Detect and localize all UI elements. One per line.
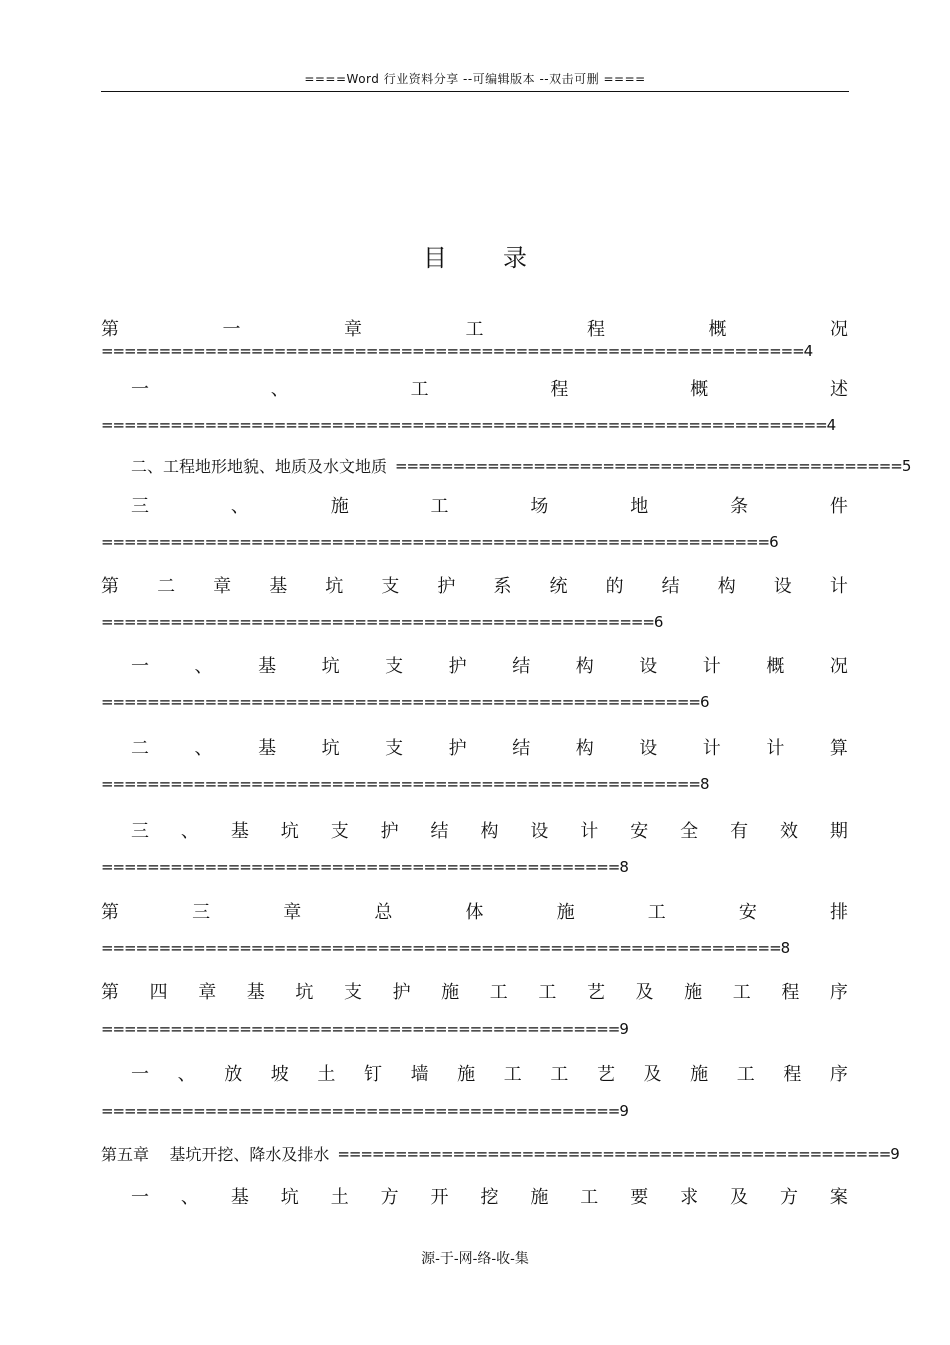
toc-entry-char: 坑 bbox=[321, 656, 340, 677]
toc-entry-char: 施 bbox=[556, 902, 575, 923]
toc-entry-char: 土 bbox=[330, 1187, 349, 1208]
toc-entry-inline bbox=[101, 1142, 899, 1165]
toc-entry-char: 护 bbox=[437, 576, 456, 597]
toc-entry-char: 工 bbox=[410, 379, 429, 400]
toc-entry-char: 挖 bbox=[480, 1187, 499, 1208]
toc-entry-char: 要 bbox=[630, 1187, 649, 1208]
toc-entry-char: 总 bbox=[374, 902, 393, 923]
toc-entry-char: 工 bbox=[503, 1064, 522, 1085]
toc-entry-char: 述 bbox=[829, 379, 848, 400]
toc-entry-char: 统 bbox=[549, 576, 568, 597]
toc-entry-title bbox=[131, 375, 848, 401]
toc-entry-char: 施 bbox=[457, 1064, 476, 1085]
toc-entry-char: 、 bbox=[177, 1064, 196, 1085]
toc-entry-char: 地 bbox=[630, 496, 649, 517]
toc-entry-char: 基 bbox=[230, 1187, 249, 1208]
toc-entry-char: 程 bbox=[783, 1064, 802, 1085]
toc-entry-char: 施 bbox=[330, 496, 349, 517]
toc-entry-char: 计 bbox=[580, 821, 599, 842]
toc-entry-char: 及 bbox=[730, 1187, 749, 1208]
toc-entry-leader: ================================================6 bbox=[101, 613, 663, 631]
toc-entry-title bbox=[101, 978, 848, 1004]
toc-entry-char: 结 bbox=[512, 738, 531, 759]
toc-entry-char: 坑 bbox=[280, 821, 299, 842]
toc-entry-char: 排 bbox=[830, 902, 848, 923]
toc-entry-char: 四 bbox=[149, 982, 168, 1003]
toc-entry-char: 设 bbox=[773, 576, 792, 597]
toc-entry-char: 计 bbox=[702, 656, 721, 677]
toc-entry-char: 护 bbox=[392, 982, 411, 1003]
toc-entry-char: 方 bbox=[779, 1187, 798, 1208]
toc-entry-char: 坑 bbox=[321, 738, 340, 759]
toc-entry-char: 、 bbox=[180, 1187, 199, 1208]
toc-entry-char: 结 bbox=[661, 576, 680, 597]
toc-entry-char: 序 bbox=[829, 1064, 848, 1085]
toc-entry-title bbox=[101, 898, 848, 924]
toc-entry-char: 一 bbox=[131, 656, 149, 677]
toc-entry-char: 护 bbox=[448, 738, 467, 759]
toc-entry-title bbox=[131, 492, 848, 518]
toc-entry-char: 三 bbox=[131, 821, 149, 842]
toc-entry-char: 施 bbox=[690, 1064, 709, 1085]
toc-entry-char: 基 bbox=[230, 821, 249, 842]
toc-entry-leader: =============================================9 bbox=[101, 1020, 628, 1038]
toc-entry-char: 设 bbox=[530, 821, 549, 842]
toc-entry-char: 护 bbox=[448, 656, 467, 677]
toc-entry-char: 、 bbox=[194, 738, 213, 759]
toc-entry-char: 工 bbox=[736, 1064, 755, 1085]
toc-entry-char: 坑 bbox=[295, 982, 314, 1003]
toc-entry-char: 构 bbox=[480, 821, 499, 842]
toc-entry-char: 工 bbox=[732, 982, 751, 1003]
toc-entry-leader: ====================================================6 bbox=[101, 693, 709, 711]
toc-entry-char: 体 bbox=[465, 902, 484, 923]
toc-entry-char: 算 bbox=[829, 738, 848, 759]
toc-entry-char: 计 bbox=[766, 738, 785, 759]
toc-entry-char: 构 bbox=[575, 738, 594, 759]
toc-entry-char: 一 bbox=[131, 1187, 149, 1208]
toc-entry-leader: ============================================5 bbox=[395, 456, 911, 475]
toc-entry-char: 坡 bbox=[270, 1064, 289, 1085]
toc-entry-leader: ================================================9 bbox=[337, 1144, 899, 1163]
toc-entry-char: 基 bbox=[246, 982, 265, 1003]
toc-entry-char: 支 bbox=[385, 738, 404, 759]
toc-entry-leader: ==========================================================6 bbox=[101, 533, 778, 551]
toc-entry-char: 概 bbox=[708, 319, 727, 340]
toc-entry-char: 计 bbox=[829, 576, 848, 597]
toc-entry-char: 支 bbox=[385, 656, 404, 677]
toc-title-char-2: 录 bbox=[503, 244, 527, 272]
toc-entry-leader: ====================================================8 bbox=[101, 775, 709, 793]
toc-entry-char: 艺 bbox=[586, 982, 605, 1003]
toc-title-char-1: 目 bbox=[423, 244, 447, 272]
toc-entry-char: 工 bbox=[647, 902, 666, 923]
toc-entry-char: 效 bbox=[779, 821, 798, 842]
toc-entry-char: 安 bbox=[630, 821, 649, 842]
toc-entry-char: 二 bbox=[157, 576, 176, 597]
toc-entry-char: 章 bbox=[198, 982, 217, 1003]
toc-entry-char: 、 bbox=[270, 379, 289, 400]
toc-entry-char: 方 bbox=[380, 1187, 399, 1208]
toc-entry-char: 章 bbox=[213, 576, 232, 597]
toc-entry-char: 土 bbox=[317, 1064, 336, 1085]
toc-entry-title: 二、工程地形地貌、地质及水文地质 bbox=[131, 457, 388, 476]
toc-entry-title bbox=[131, 817, 848, 843]
toc-entry-char: 一 bbox=[131, 379, 149, 400]
toc-entry-char: 放 bbox=[224, 1064, 243, 1085]
toc-entry-char: 第 bbox=[101, 319, 119, 340]
toc-entry-char: 钉 bbox=[363, 1064, 382, 1085]
toc-entry-char: 工 bbox=[489, 982, 508, 1003]
toc-entry-char: 第 bbox=[101, 982, 119, 1003]
toc-entry-char: 三 bbox=[131, 496, 149, 517]
toc-entry-char: 施 bbox=[441, 982, 460, 1003]
toc-entry-char: 基 bbox=[258, 656, 277, 677]
toc-entry-char: 结 bbox=[512, 656, 531, 677]
toc-entry-char: 程 bbox=[550, 379, 569, 400]
toc-entry-char: 支 bbox=[330, 821, 349, 842]
header-rule bbox=[101, 91, 849, 92]
toc-entry-char: 工 bbox=[430, 496, 449, 517]
toc-entry-leader: =============================================9 bbox=[101, 1102, 628, 1120]
toc-entry-inline bbox=[131, 454, 910, 477]
toc-title bbox=[0, 238, 950, 273]
toc-entry-char: 构 bbox=[717, 576, 736, 597]
toc-entry-char: 坑 bbox=[325, 576, 344, 597]
toc-entry-char: 护 bbox=[380, 821, 399, 842]
toc-entry-char: 系 bbox=[493, 576, 512, 597]
toc-entry-char: 结 bbox=[430, 821, 449, 842]
toc-entry-char: 况 bbox=[830, 319, 848, 340]
toc-entry-char: 安 bbox=[738, 902, 757, 923]
toc-entry-char: 开 bbox=[430, 1187, 449, 1208]
toc-entry-char: 墙 bbox=[410, 1064, 429, 1085]
toc-entry-char: 工 bbox=[580, 1187, 599, 1208]
toc-entry-char: 工 bbox=[465, 319, 484, 340]
toc-entry-char: 工 bbox=[538, 982, 557, 1003]
toc-entry-char: 构 bbox=[575, 656, 594, 677]
toc-entry-char: 件 bbox=[829, 496, 848, 517]
toc-entry-leader: ===========================================================8 bbox=[101, 939, 790, 957]
toc-entry-char: 工 bbox=[550, 1064, 569, 1085]
toc-entry-char: 坑 bbox=[280, 1187, 299, 1208]
toc-entry-title bbox=[131, 734, 848, 760]
toc-entry-char: 施 bbox=[530, 1187, 549, 1208]
toc-entry-char: 概 bbox=[766, 656, 785, 677]
toc-entry-char: 章 bbox=[344, 319, 362, 340]
toc-entry-char: 及 bbox=[635, 982, 654, 1003]
toc-entry-leader: =============================================================4 bbox=[101, 342, 813, 360]
toc-entry-char: 第 bbox=[101, 902, 119, 923]
toc-entry-title bbox=[131, 1060, 848, 1086]
toc-entry-leader: ===============================================================4 bbox=[101, 416, 836, 434]
toc-entry-char: 案 bbox=[829, 1187, 848, 1208]
toc-entry-title bbox=[131, 652, 848, 678]
toc-entry-title bbox=[101, 572, 848, 598]
toc-entry-char: 第 bbox=[101, 576, 119, 597]
toc-entry-char: 支 bbox=[381, 576, 400, 597]
toc-entry-char: 求 bbox=[680, 1187, 699, 1208]
toc-entry-char: 章 bbox=[283, 902, 302, 923]
toc-entry-char: 有 bbox=[730, 821, 749, 842]
toc-entry-char: 及 bbox=[643, 1064, 662, 1085]
toc-entry-char: 的 bbox=[605, 576, 624, 597]
toc-entry-char: 设 bbox=[639, 656, 658, 677]
toc-entry-title bbox=[101, 315, 848, 341]
toc-entry-char: 概 bbox=[690, 379, 709, 400]
toc-entry-char: 、 bbox=[180, 821, 199, 842]
toc-entry-char: 全 bbox=[680, 821, 699, 842]
toc-entry-leader: =============================================8 bbox=[101, 858, 628, 876]
toc-entry-char: 序 bbox=[829, 982, 848, 1003]
toc-entry-char: 施 bbox=[684, 982, 703, 1003]
toc-entry-char: 支 bbox=[343, 982, 362, 1003]
toc-entry-char: 计 bbox=[702, 738, 721, 759]
toc-entry-title bbox=[131, 1183, 848, 1209]
toc-entry-char: 基 bbox=[269, 576, 288, 597]
toc-entry-char: 条 bbox=[730, 496, 749, 517]
toc-entry-char: 设 bbox=[639, 738, 658, 759]
toc-entry-char: 一 bbox=[131, 1064, 149, 1085]
toc-entry-char: 一 bbox=[222, 319, 241, 340]
toc-entry-char: 艺 bbox=[596, 1064, 615, 1085]
toc-entry-char: 况 bbox=[829, 656, 848, 677]
toc-entry-title: 第五章 基坑开挖、降水及排水 bbox=[101, 1145, 330, 1164]
toc-entry-char: 程 bbox=[781, 982, 800, 1003]
toc-entry-char: 三 bbox=[192, 902, 211, 923]
page-header: ====Word 行业资料分享 --可编辑版本 --双击可删 ==== bbox=[304, 72, 646, 86]
page-footer: 源-于-网-络-收-集 bbox=[421, 1251, 529, 1267]
toc-entry-char: 二 bbox=[131, 738, 149, 759]
toc-entry-char: 期 bbox=[829, 821, 848, 842]
toc-entry-char: 、 bbox=[230, 496, 249, 517]
toc-entry-char: 、 bbox=[194, 656, 213, 677]
toc-entry-char: 程 bbox=[587, 319, 605, 340]
toc-entry-char: 基 bbox=[258, 738, 277, 759]
toc-entry-char: 场 bbox=[530, 496, 549, 517]
